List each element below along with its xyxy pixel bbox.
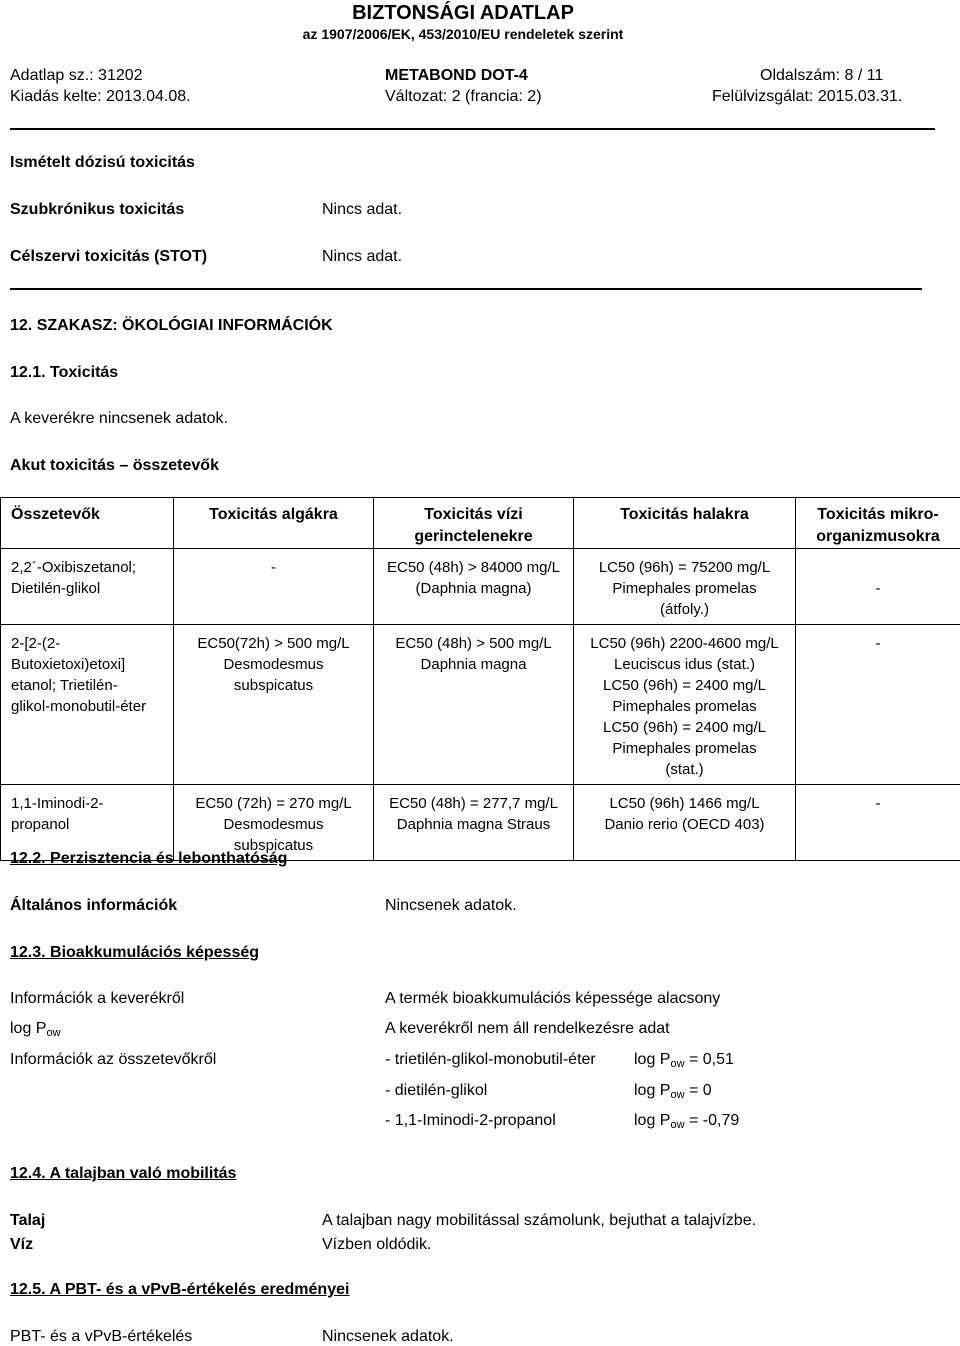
- table-row: [1, 549, 960, 625]
- component-logpow-value: [634, 1112, 739, 1131]
- product-name: METABOND DOT-4: [385, 67, 528, 85]
- sheet-number: Adatlap sz.: 31202: [10, 67, 143, 85]
- cell-line: EC50 (48h) = 277,7 mg/L: [376, 793, 571, 814]
- section-divider: [10, 288, 922, 290]
- version: Változat: 2 (francia: 2): [385, 88, 542, 106]
- acute-toxicity-heading: Akut toxicitás – összetevők: [10, 457, 219, 475]
- pbt-value: Nincsenek adatok.: [322, 1328, 454, 1346]
- regulation-subtitle: az 1907/2006/EK, 453/2010/EU rendeletek szerint: [0, 26, 926, 42]
- header-divider: [10, 128, 935, 130]
- cell-line: 2,2´-Oxibiszetanol;: [11, 557, 171, 578]
- cell-line: LC50 (96h) 1466 mg/L: [576, 793, 793, 814]
- col-header-micro-line: Toxicitás mikro-: [798, 504, 958, 526]
- cell-water: [374, 549, 574, 625]
- cell-line: LC50 (96h) = 75200 mg/L: [576, 557, 793, 578]
- cell-line: Daphnia magna Straus: [376, 814, 571, 835]
- stot-label: Célszervi toxicitás (STOT): [10, 248, 207, 266]
- cell-micro: -: [796, 625, 960, 785]
- general-info-value: Nincsenek adatok.: [385, 897, 517, 915]
- repeated-dose-heading: Ismételt dózisú toxicitás: [10, 154, 195, 172]
- logpow-sub: ow: [670, 1119, 684, 1131]
- component-info-label: Információk az összetevőkről: [10, 1051, 216, 1069]
- logpow-value: A keverékről nem áll rendelkezésre adat: [385, 1020, 670, 1038]
- component-logpow-value: [634, 1051, 734, 1070]
- cell-line: -: [176, 557, 371, 578]
- mixture-info-value: A termék bioakkumulációs képessége alacsony: [385, 990, 720, 1008]
- cell-line: Pimephales promelas: [576, 696, 793, 717]
- cell-line: EC50 (72h) = 270 mg/L: [176, 793, 371, 814]
- cell-line: (átfoly.): [576, 599, 793, 620]
- cell-algae: [174, 625, 374, 785]
- section-12-heading: 12. SZAKASZ: ÖKOLÓGIAI INFORMÁCIÓK: [10, 317, 333, 335]
- logpow-label-main: log P: [10, 1020, 46, 1037]
- cell-line: EC50 (48h) > 500 mg/L: [376, 633, 571, 654]
- document-title: BIZTONSÁGI ADATLAP: [0, 2, 926, 25]
- logpow-label: [10, 1020, 61, 1039]
- component-logpow-name: - trietilén-glikol-monobutil-éter: [385, 1051, 596, 1069]
- soil-label: Talaj: [10, 1212, 45, 1230]
- cell-micro: -: [796, 549, 960, 625]
- cell-line: glikol-monobutil-éter: [11, 696, 171, 717]
- issue-date: Kiadás kelte: 2013.04.08.: [10, 88, 191, 106]
- logpow-number: = -0,79: [689, 1112, 739, 1129]
- cell-fish: [574, 785, 796, 861]
- col-header-water: [374, 498, 574, 549]
- cell-line: LC50 (96h) = 2400 mg/L: [576, 675, 793, 696]
- cell-line: 1,1-Iminodi-2-: [11, 793, 171, 814]
- logpow-number: = 0,51: [689, 1051, 734, 1068]
- col-header-components: Összetevők: [1, 498, 174, 549]
- cell-line: Desmodesmus: [176, 814, 371, 835]
- cell-line: EC50(72h) > 500 mg/L: [176, 633, 371, 654]
- section-12-4-heading: 12.4. A talajban való mobilitás: [10, 1165, 236, 1183]
- cell-line: LC50 (96h) = 2400 mg/L: [576, 717, 793, 738]
- logpow-text: log P: [634, 1112, 670, 1129]
- water-value: Vízben oldódik.: [322, 1236, 431, 1254]
- component-logpow-name: - dietilén-glikol: [385, 1082, 487, 1100]
- table-row: [1, 625, 960, 785]
- col-header-micro-line: organizmusokra: [798, 526, 958, 548]
- col-header-water-line: Toxicitás vízi: [376, 504, 571, 526]
- section-12-5-heading: 12.5. A PBT- és a vPvB-értékelés eredményei: [10, 1281, 349, 1299]
- cell-line: subspicatus: [176, 835, 371, 856]
- general-info-label: Általános információk: [10, 897, 177, 915]
- col-header-water-line: gerinctelenekre: [376, 526, 571, 548]
- cell-line: Pimephales promelas: [576, 578, 793, 599]
- component-logpow-name: - 1,1-Iminodi-2-propanol: [385, 1112, 556, 1130]
- logpow-sub: ow: [670, 1089, 684, 1101]
- cell-micro: -: [796, 785, 960, 861]
- component-logpow-value: [634, 1082, 712, 1101]
- cell-line: etanol; Trietilén-: [11, 675, 171, 696]
- page-number: Oldalszám: 8 / 11: [760, 67, 883, 85]
- water-label: Víz: [10, 1236, 33, 1254]
- mixture-note: A keverékre nincsenek adatok.: [10, 410, 228, 428]
- soil-value: A talajban nagy mobilitással számolunk, bejuthat a talajvízbe.: [322, 1212, 756, 1230]
- subchronic-label: Szubkrónikus toxicitás: [10, 201, 184, 219]
- cell-fish: [574, 549, 796, 625]
- cell-line: Butoxietoxi)etoxi]: [11, 654, 171, 675]
- section-12-2-heading: 12.2. Perzisztencia és lebonthatóság: [10, 850, 287, 868]
- col-header-micro: [796, 498, 960, 549]
- mixture-info-label: Információk a keverékről: [10, 990, 184, 1008]
- logpow-text: log P: [634, 1082, 670, 1099]
- col-header-fish: Toxicitás halakra: [574, 498, 796, 549]
- logpow-label-sub: ow: [46, 1027, 60, 1039]
- cell-line: 2-[2-(2-: [11, 633, 171, 654]
- section-12-1-heading: 12.1. Toxicitás: [10, 364, 118, 382]
- cell-component: [1, 625, 174, 785]
- cell-line: Daphnia magna: [376, 654, 571, 675]
- cell-line: EC50 (48h) > 84000 mg/L: [376, 557, 571, 578]
- stot-value: Nincs adat.: [322, 248, 402, 266]
- cell-water: [374, 785, 574, 861]
- table-header-row: [1, 498, 960, 549]
- cell-water: [374, 625, 574, 785]
- cell-line: Desmodesmus: [176, 654, 371, 675]
- cell-line: (Daphnia magna): [376, 578, 571, 599]
- col-header-algae: Toxicitás algákra: [174, 498, 374, 549]
- cell-component: [1, 549, 174, 625]
- cell-line: subspicatus: [176, 675, 371, 696]
- section-12-3-heading: 12.3. Bioakkumulációs képesség: [10, 944, 259, 962]
- logpow-text: log P: [634, 1051, 670, 1068]
- logpow-number: = 0: [689, 1082, 712, 1099]
- revision-date: Felülvizsgálat: 2015.03.31.: [712, 88, 902, 106]
- cell-line: Pimephales promelas: [576, 738, 793, 759]
- cell-line: Leuciscus idus (stat.): [576, 654, 793, 675]
- logpow-sub: ow: [670, 1058, 684, 1070]
- cell-line: LC50 (96h) 2200-4600 mg/L: [576, 633, 793, 654]
- pbt-label: PBT- és a vPvB-értékelés: [10, 1328, 192, 1346]
- cell-line: Danio rerio (OECD 403): [576, 814, 793, 835]
- cell-fish: [574, 625, 796, 785]
- cell-line: (stat.): [576, 759, 793, 780]
- cell-algae: [174, 549, 374, 625]
- cell-line: Dietilén-glikol: [11, 578, 171, 599]
- acute-toxicity-table: [0, 497, 960, 861]
- subchronic-value: Nincs adat.: [322, 201, 402, 219]
- cell-line: propanol: [11, 814, 171, 835]
